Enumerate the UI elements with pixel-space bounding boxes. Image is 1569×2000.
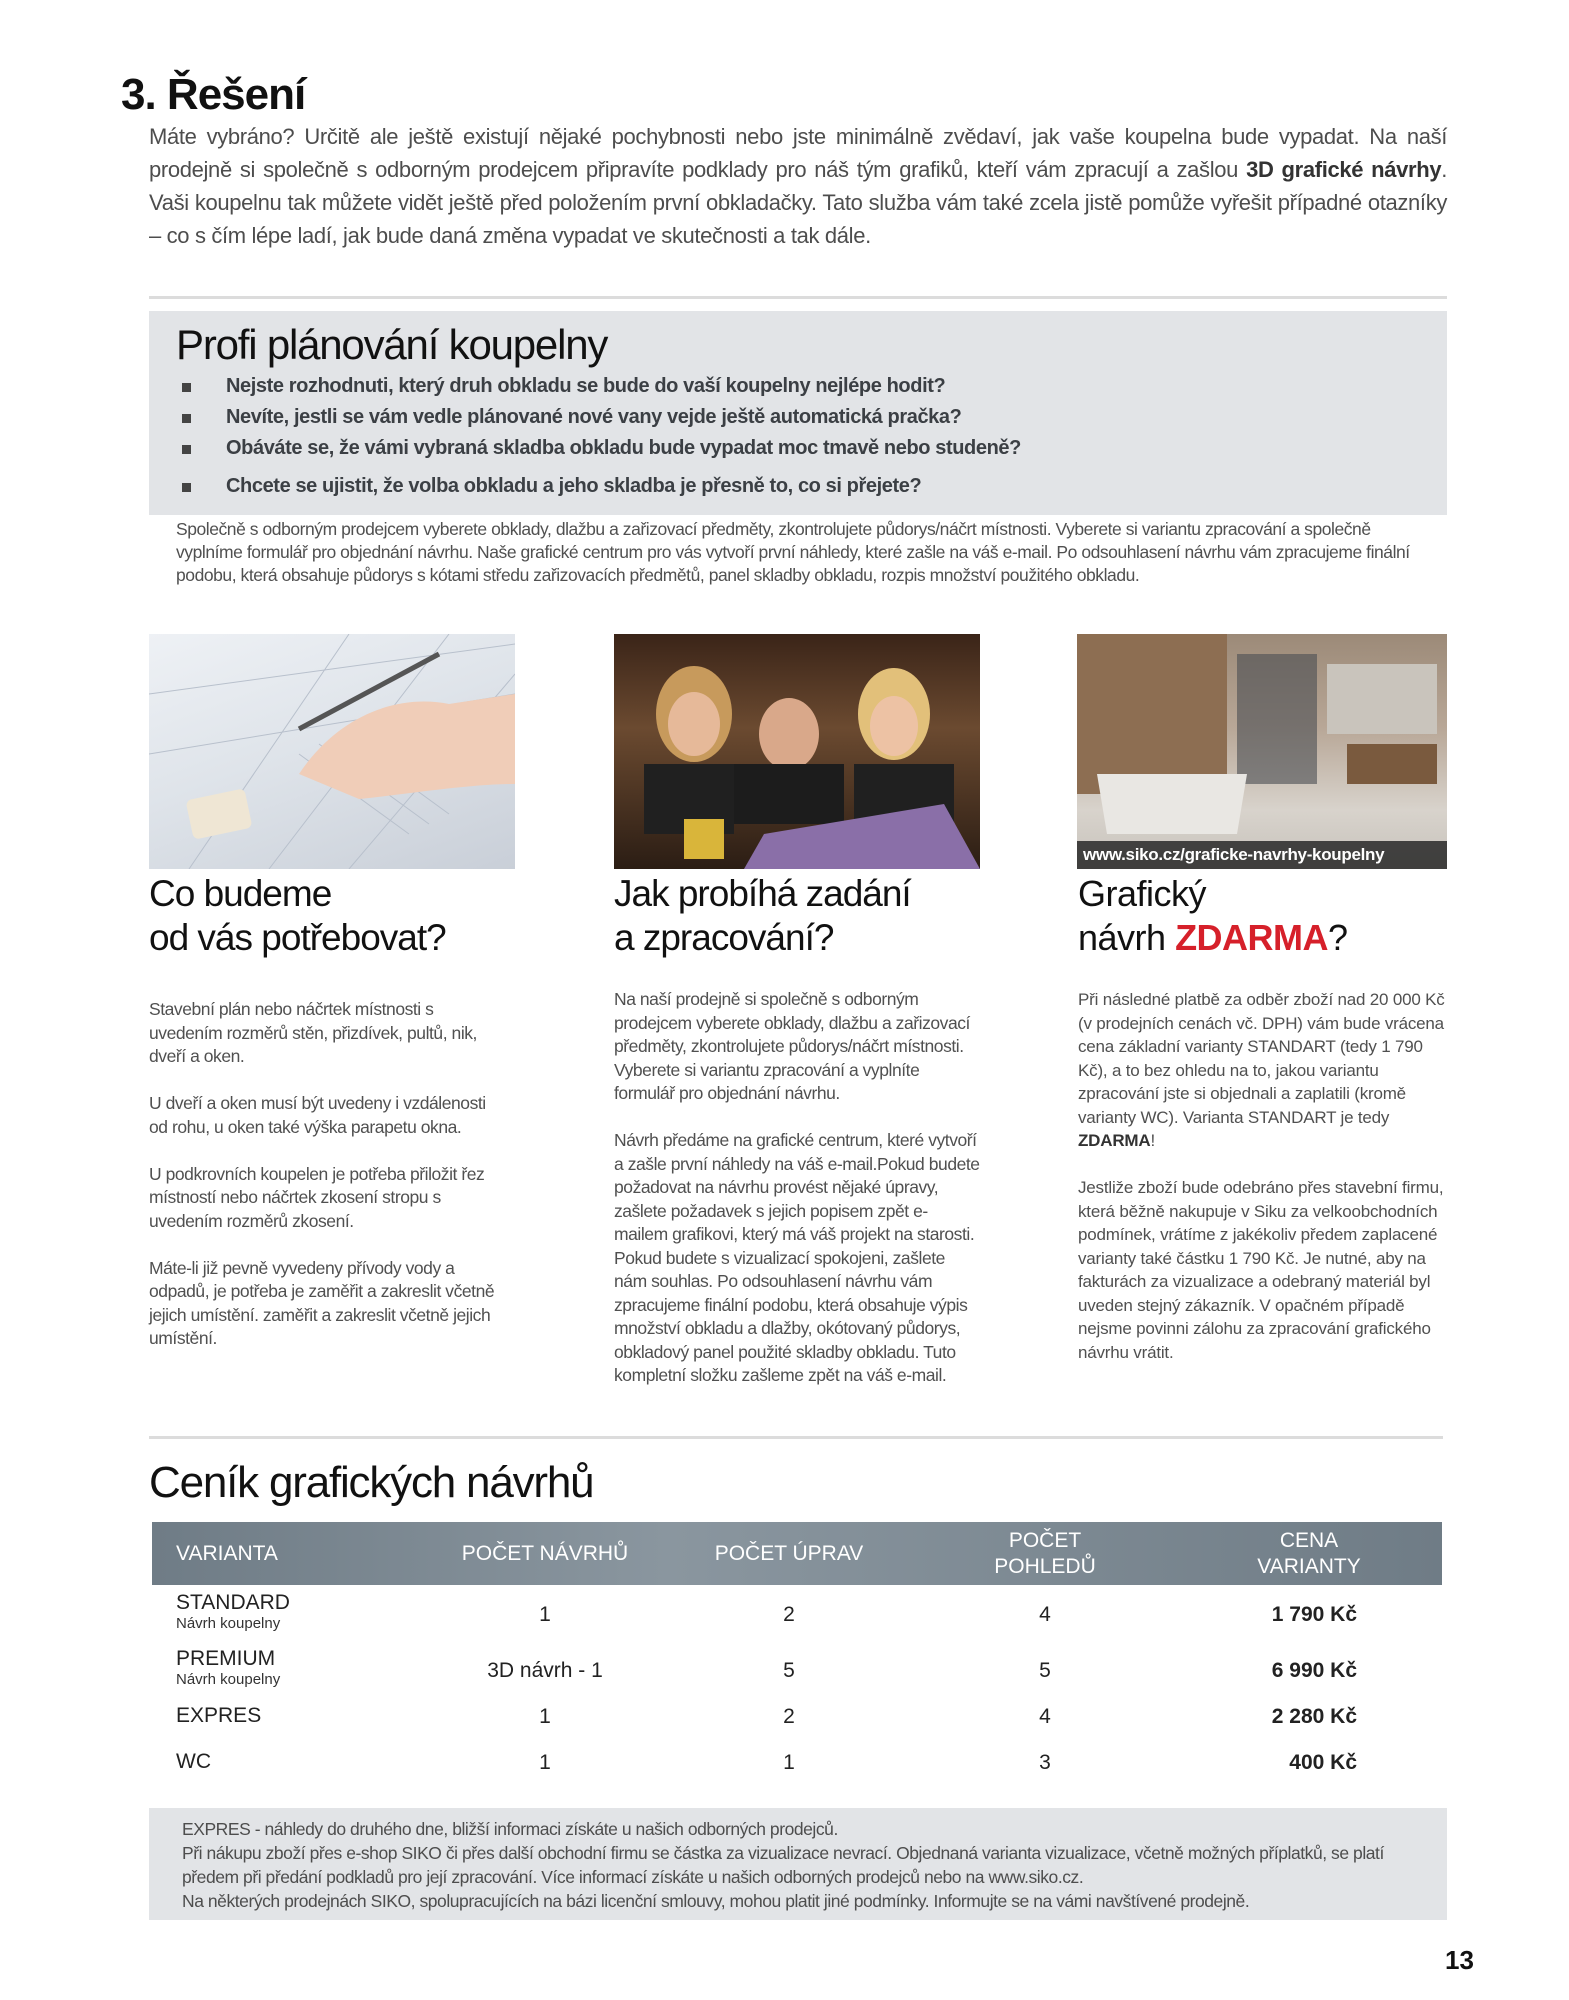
header-line: CENA xyxy=(1279,1529,1339,1552)
edits-cell: 1 xyxy=(783,1751,795,1774)
heading-text: návrh xyxy=(1078,917,1176,958)
page-title: 3. Řešení xyxy=(121,70,306,119)
photo-url-caption: www.siko.cz/graficke-navrhy-koupelny xyxy=(1077,841,1447,869)
variant-label: EXPRES xyxy=(176,1704,262,1727)
paragraph: Návrh předáme na grafické centrum, které vytvoří a zašle první náhledy na váš e-mail.Pokud budete požadovat na návrhu provést nějaké úpravy, zašlete požadavek s jejich popisem zpět e-mailem grafikovi, který má váš projekt na starosti. Pokud budete s vizualizací spokojeni, zašlete nám souhlas. Po odsouhlasení návrhu vám zpracujeme finální podobu, která obsahuje výpis množství obkladu a dlažby, okótovaný půdorys, obkladový panel použité skladby obkladu. Tuto kompletní složku zašleme zpět na váš e-mail. xyxy=(614,1130,980,1385)
profi-heading: Profi plánování koupelny xyxy=(176,321,608,368)
pricing-heading: Ceník grafických návrhů xyxy=(149,1458,594,1507)
header-line: POHLEDŮ xyxy=(994,1555,1096,1578)
price-cell: 1 790 Kč xyxy=(1271,1603,1357,1626)
views-cell: 4 xyxy=(1039,1603,1051,1626)
table-row xyxy=(152,1592,1442,1638)
paragraph-bold: ZDARMA xyxy=(1078,1131,1151,1150)
edits-cell: 2 xyxy=(783,1603,795,1626)
col-header-views xyxy=(945,1528,1145,1580)
designs-cell: 1 xyxy=(539,1603,551,1626)
square-bullet-icon xyxy=(182,414,191,423)
designs-cell: 1 xyxy=(539,1751,551,1774)
paragraph: Máte-li již pevně vyvedeny přívody vody a odpadů, je potřeba je zaměřit a zakreslit včetně jejich umístění. zaměřit a zakreslit včetně jejich umístění. xyxy=(149,1257,495,1348)
table-row xyxy=(152,1648,1442,1694)
zdarma-highlight: ZDARMA xyxy=(1175,917,1329,958)
column-heading xyxy=(1078,872,1348,960)
views-cell: 5 xyxy=(1039,1659,1051,1682)
designs-cell: 1 xyxy=(539,1705,551,1728)
intro-bold: 3D grafické návrhy xyxy=(1246,157,1442,182)
col-header-variant: VARIANTA xyxy=(176,1542,278,1565)
bathroom-illustration xyxy=(1077,634,1447,869)
column-text xyxy=(614,988,980,1411)
pricing-table-header xyxy=(152,1522,1442,1585)
variant-name xyxy=(176,1648,280,1690)
paragraph: U podkrovních koupelen je potřeba přiložit řez místností nebo náčrtek zkosení stropu s uvedením rozměrů zkosení. xyxy=(149,1163,485,1231)
heading-line: Grafický xyxy=(1078,873,1207,914)
bullet-item xyxy=(176,471,1021,502)
footnote-line: Při nákupu zboží přes e-shop SIKO či přes další obchodní firmu se částka za vizualizace nevrací. Objednaná varianta vizualizace, včetně možných příplatků, se platí předem při předání podkladů pro její zpracování. Více informací získáte u našich odborných prodejců nebo na www.siko.cz. xyxy=(182,1843,1384,1887)
footnote-line: Na některých prodejnách SIKO, spolupracujících na bázi licenční smlouvy, mohou platit jiné podmínky. Informujte se na vámi navštívené prodejně. xyxy=(182,1891,1250,1911)
edits-cell: 5 xyxy=(783,1659,795,1682)
table-row xyxy=(152,1703,1442,1749)
intro-text-end: . Vaši koupelnu tak můžete vidět ještě před položením první obkladačky. Tato služba vám také zcela jistě pomůže vyřešit případné otazníky – co s čím lépe ladí, jak bude daná změna vypadat ve skutečnosti a tak dále. xyxy=(149,157,1447,248)
col-header-designs: POČET NÁVRHŮ xyxy=(461,1542,629,1565)
bathroom-render-photo xyxy=(1077,634,1447,869)
bullet-text: Chcete se ujistit, že volba obkladu a jeho skladba je přesně to, co si přejete? xyxy=(226,475,922,497)
pricing-footnote xyxy=(149,1808,1447,1920)
heading-line: Jak probíhá zadání xyxy=(614,873,911,914)
profi-box xyxy=(149,311,1447,515)
profi-bullets xyxy=(176,371,1021,502)
header-line: VARIANTY xyxy=(1257,1555,1361,1578)
bullet-item xyxy=(176,402,1021,433)
divider xyxy=(149,296,1447,299)
paragraph: Na naší prodejně si společně s odborným prodejcem vyberete obklady, dlažbu a zařizovací předměty, zkontrolujete půdorys/náčrt místnosti. Vyberete si variantu zpracování a vyplníte formulář pro objednání návrhu. xyxy=(614,989,970,1103)
variant-sub: Návrh koupelny xyxy=(176,1671,281,1688)
column-heading xyxy=(149,872,446,960)
heading-line: Co budeme xyxy=(149,873,332,914)
paragraph: Jestliže zboží bude odebráno přes stavební firmu, která běžně nakupuje v Siku za velkoobchodních podmínek, vrátíme z jakékoliv předem zaplacené varianty také částku 1 790 Kč. Je nutné, aby na fakturách za vizualizace a odebraný materiál byl uveden stejný zákazník. V opačném případě nejsme povinni zálohu za zpracování grafického návrhu vrátit. xyxy=(1078,1178,1444,1362)
header-line: POČET xyxy=(1008,1529,1082,1552)
paragraph-text: ! xyxy=(1150,1131,1155,1150)
paragraph xyxy=(1078,988,1450,1153)
square-bullet-icon xyxy=(182,445,191,454)
column-heading xyxy=(614,872,911,960)
heading-line: od vás potřebovat? xyxy=(149,917,446,958)
drawing-hand-illustration xyxy=(149,634,515,869)
edits-cell: 2 xyxy=(783,1705,795,1728)
variant-label: STANDARD xyxy=(176,1591,290,1614)
price-cell: 400 Kč xyxy=(1289,1751,1357,1774)
people-at-table-illustration xyxy=(614,634,980,869)
sketch-photo xyxy=(149,634,515,869)
paragraph: U dveří a oken musí být uvedeny i vzdálenosti od rohu, u oken také výška parapetu okna. xyxy=(149,1093,486,1137)
paragraph-text: Při následné platbě za odběr zboží nad 20 000 Kč (v prodejních cenách vč. DPH) vám bude vrácena cena základní varianty STANDART (tedy 1 790 Kč), a to bez ohledu na to, jakou variantu zpracování jste si objednali a zaplatili (kromě varianty WC). Varianta STANDART je tedy xyxy=(1078,990,1445,1127)
views-cell: 3 xyxy=(1039,1751,1051,1774)
bullet-text: Nejste rozhodnuti, který druh obkladu se bude do vaší koupelny nejlépe hodit? xyxy=(226,375,946,397)
intro-text: Máte vybráno? Určitě ale ještě existují nějaké pochybnosti nebo jste minimálně zvědaví, jak vaše koupelna bude vypadat. Na naší prodejně si společně s odborným prodejcem připravíte podklady pro náš tým grafiků, kteří vám zpracují a zašlou xyxy=(149,124,1447,182)
price-cell: 2 280 Kč xyxy=(1271,1705,1357,1728)
bullet-text: Obáváte se, že vámi vybraná skladba obkladu bude vypadat moc tmavě nebo studeně? xyxy=(226,437,1021,459)
paragraph: Stavební plán nebo náčrtek místnosti s uvedením rozměrů stěn, přizdívek, pultů, nik, dveří a oken. xyxy=(149,999,477,1066)
views-cell: 4 xyxy=(1039,1705,1051,1728)
divider xyxy=(149,1436,1443,1439)
col-header-price xyxy=(1209,1528,1409,1580)
heading-text: ? xyxy=(1328,917,1348,958)
bullet-item xyxy=(176,433,1021,464)
designs-cell: 3D návrh - 1 xyxy=(487,1659,603,1682)
page-number: 13 xyxy=(1445,1945,1474,1975)
col-header-edits: POČET ÚPRAV xyxy=(714,1542,864,1565)
table-row xyxy=(152,1749,1442,1795)
heading-line: a zpracování? xyxy=(614,917,834,958)
variant-sub: Návrh koupelny xyxy=(176,1615,281,1632)
bullet-item xyxy=(176,371,1021,402)
consultation-photo xyxy=(614,634,980,869)
price-cell: 6 990 Kč xyxy=(1271,1659,1357,1682)
square-bullet-icon xyxy=(182,483,191,492)
variant-name xyxy=(176,1592,290,1634)
footnote-line: EXPRES - náhledy do druhého dne, bližší informaci získáte u našich odborných prodejců. xyxy=(182,1819,838,1839)
column-text xyxy=(1078,988,1450,1388)
bullet-text: Nevíte, jestli se vám vedle plánované nové vany vejde ještě automatická pračka? xyxy=(226,406,962,428)
variant-label: PREMIUM xyxy=(176,1647,276,1670)
square-bullet-icon xyxy=(182,383,191,392)
profi-note: Společně s odborným prodejcem vyberete obklady, dlažbu a zařizovací předměty, zkontrolujete půdorys/náčrt místnosti. Vyberete si variantu zpracování a společně vyplníme formulář pro objednání návrhu. Naše grafické centrum pro vás vytvoří první náhledy, které zašle na váš e-mail. Po odsouhlasení návrhu vám zpracujeme finální podobu, která obsahuje půdorys s kótami středu zařizovacích předmětů, panel skladby obkladu, rozpis množství použitého obkladu. xyxy=(176,519,1410,585)
intro-paragraph xyxy=(149,120,1447,252)
column-text xyxy=(149,998,504,1374)
variant-label: WC xyxy=(176,1750,211,1773)
